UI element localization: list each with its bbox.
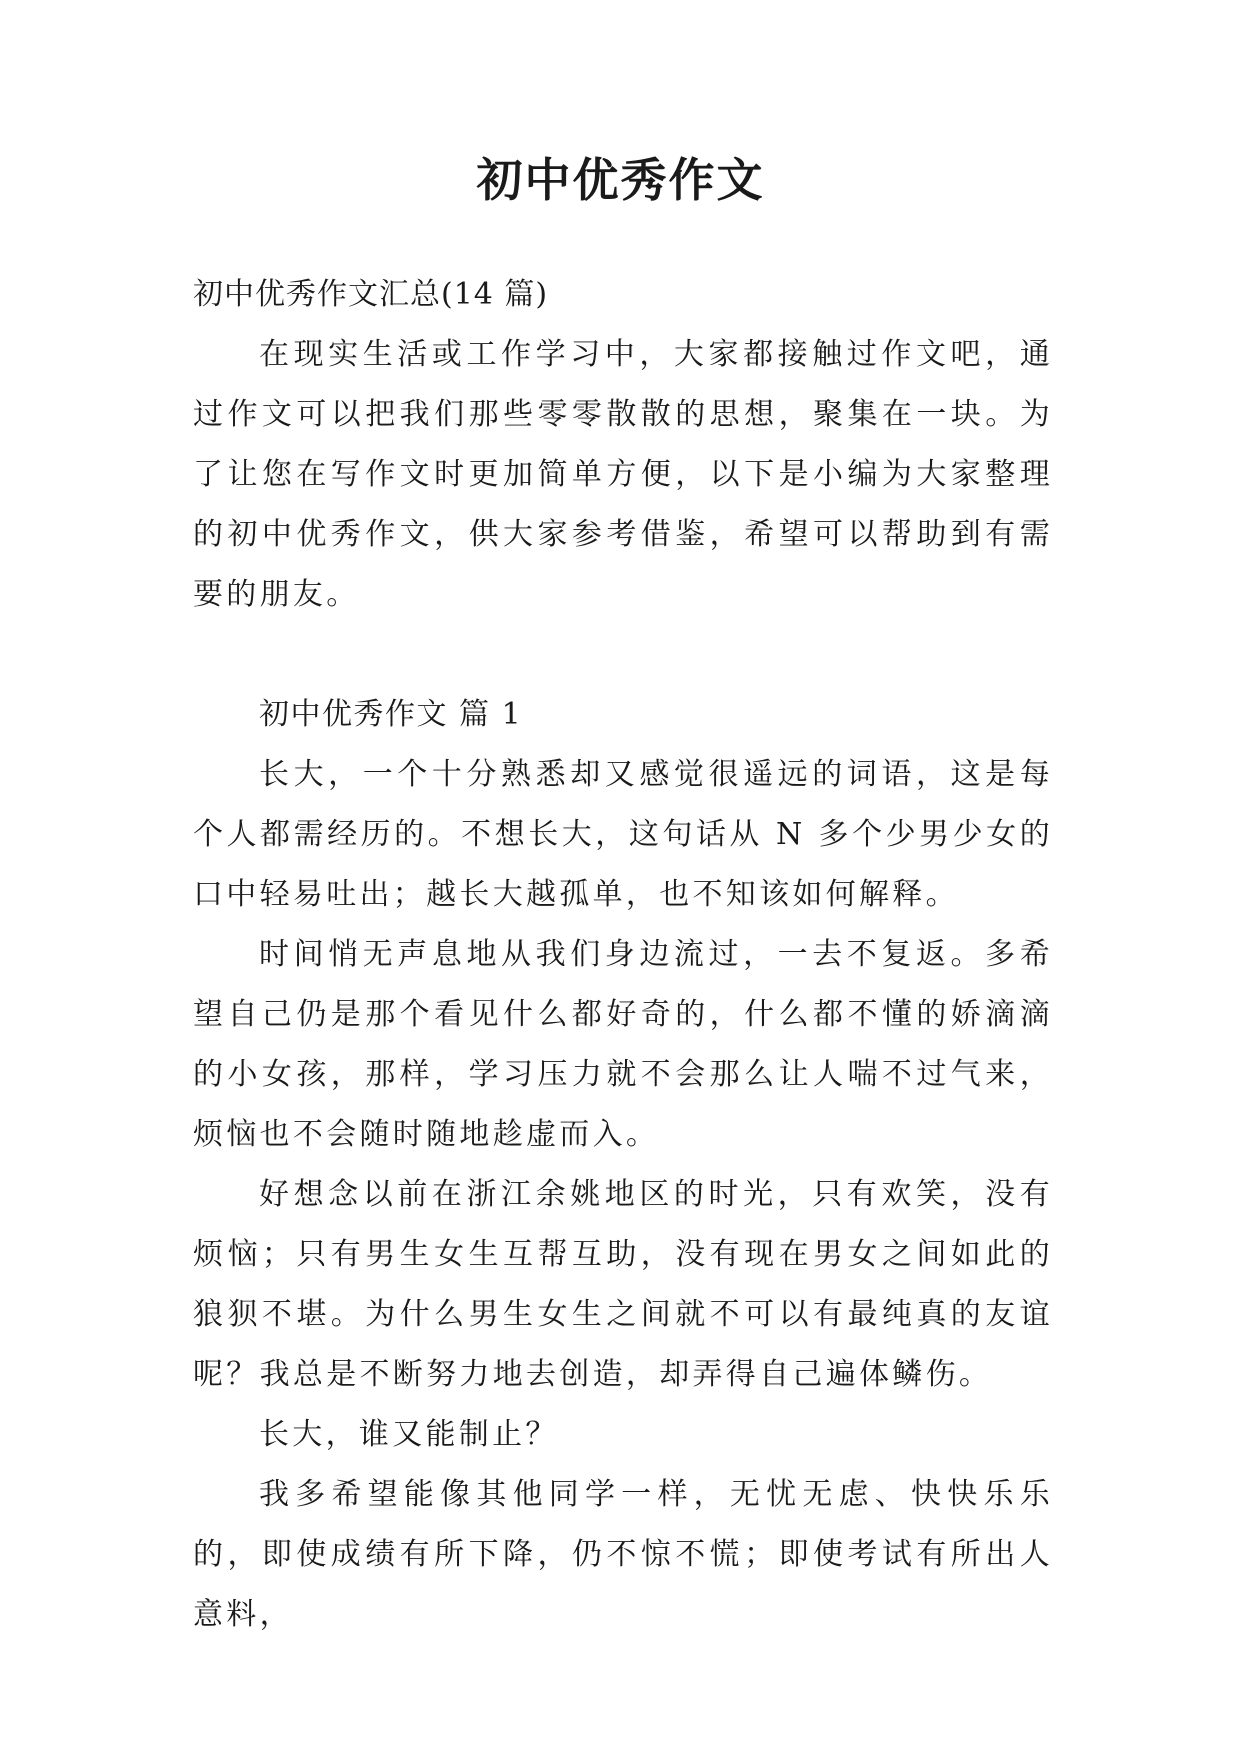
document-subtitle: 初中优秀作文汇总(14 篇)	[193, 277, 549, 312]
body-paragraph-1: 长大，一个十分熟悉却又感觉很遥远的词语，这是每个人都需经历的。不想长大，这句话从 N 多个少男少女的口中轻易吐出；越长大越孤单，也不知该如何解释。	[193, 757, 1053, 912]
intro-paragraph: 在现实生活或工作学习中，大家都接触过作文吧，通过作文可以把我们那些零零散散的思想，聚集在一块。为了让您在写作文时更加简单方便，以下是小编为大家整理的初中优秀作文，供大家参考借鉴，希望可以帮助到有需要的朋友。	[193, 337, 1053, 612]
document-body	[193, 265, 1053, 1645]
body-paragraph-3: 好想念以前在浙江余姚地区的时光，只有欢笑，没有烦恼；只有男生女生互帮互助，没有现在男女之间如此的狼狈不堪。为什么男生女生之间就不可以有最纯真的友谊呢？我总是不断努力地去创造，却弄得自己遍体鳞伤。	[193, 1177, 1053, 1392]
document-title: 初中优秀作文	[476, 153, 765, 207]
body-paragraph-2: 时间悄无声息地从我们身边流过，一去不复返。多希望自己仍是那个看见什么都好奇的，什么都不懂的娇滴滴的小女孩，那样，学习压力就不会那么让人喘不过气来，烦恼也不会随时随地趁虚而入。	[193, 937, 1053, 1152]
section-heading: 初中优秀作文 篇 1	[259, 697, 523, 732]
body-paragraph-5: 我多希望能像其他同学一样，无忧无虑、快快乐乐的，即使成绩有所下降，仍不惊不慌；即使考试有所出人意料，	[193, 1477, 1053, 1632]
body-paragraph-4: 长大，谁又能制止？	[259, 1417, 559, 1452]
